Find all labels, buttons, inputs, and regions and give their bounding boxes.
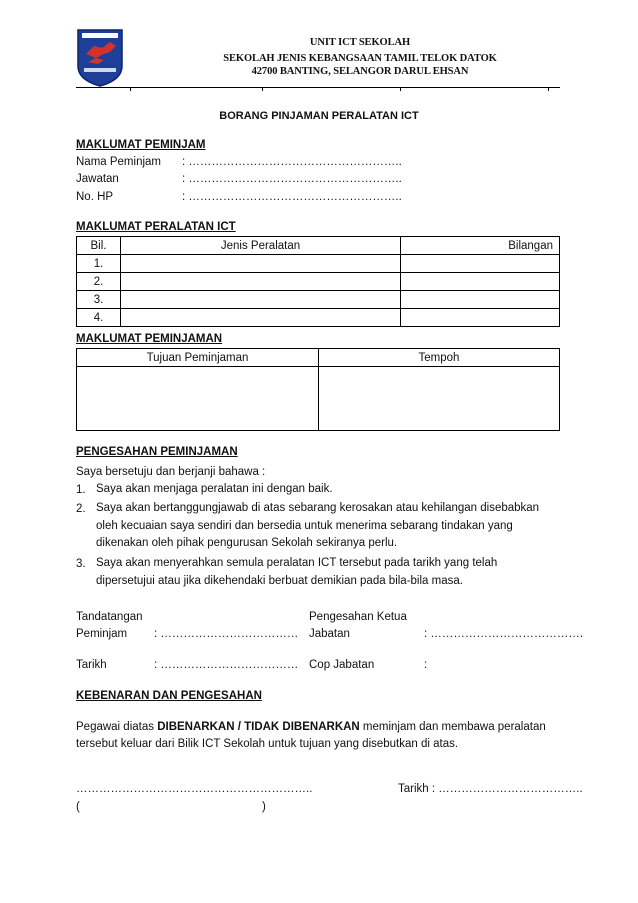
signature-peminjam-field[interactable]: : ……………………………… — [154, 628, 299, 640]
field-nohp[interactable]: : ……………………………………………….. — [182, 191, 402, 203]
pledge-line: dipersetujui atau jika dikehendaki berbuat demikian pada bila-bila masa. — [96, 574, 463, 587]
field-label-nama: Nama Peminjam — [76, 156, 161, 168]
label-jabatan: Jabatan — [309, 628, 350, 640]
section-heading-peminjam: MAKLUMAT PEMINJAM — [76, 139, 206, 151]
label-tarikh: Tarikh — [76, 659, 107, 671]
cell-tujuan[interactable] — [77, 367, 319, 431]
kebenaran-line2: tersebut keluar dari Bilik ICT Sekolah untuk tujuan yang disebutkan di atas. — [76, 738, 459, 750]
table-row — [77, 255, 560, 273]
table-row — [77, 309, 560, 327]
kebenaran-post: meminjam dan membawa peralatan — [359, 721, 546, 733]
pledge-line: Saya akan menyerahkan semula peralatan ICT tersebut pada tarikh yang telah — [96, 557, 498, 569]
section-heading-peminjaman: MAKLUMAT PEMINJAMAN — [76, 333, 223, 345]
pledge-item — [96, 481, 566, 499]
rule-tick — [548, 88, 549, 91]
column-header-jenis: Jenis Peralatan — [121, 237, 401, 255]
table-row — [77, 367, 560, 431]
header-address: 42700 BANTING, SELANGOR DARUL EHSAN — [251, 66, 469, 77]
pledge-line: Saya akan bertanggungjawab di atas sebarang kerosakan atau kehilangan disebabkan — [96, 502, 540, 514]
cell-bilangan[interactable] — [401, 255, 560, 273]
cell-jenis[interactable] — [121, 255, 401, 273]
label-cop-jabatan: Cop Jabatan — [309, 659, 375, 671]
label-pengesahan-ketua: Pengesahan Ketua — [309, 611, 407, 623]
row-number: 3. — [77, 291, 121, 309]
item-number: 3. — [76, 558, 86, 570]
cell-jenis[interactable] — [121, 273, 401, 291]
cell-bilangan[interactable] — [401, 309, 560, 327]
field-jawatan[interactable]: : ……………………………………………….. — [182, 173, 402, 185]
table-row — [77, 291, 560, 309]
approver-signature-field[interactable]: …………………………………………………….. — [76, 783, 313, 795]
loan-table — [76, 348, 560, 431]
column-header-bil: Bil. — [77, 237, 121, 255]
rule-tick — [262, 88, 263, 91]
form-title: BORANG PINJAMAN PERALATAN ICT — [219, 110, 419, 122]
field-label-jawatan: Jawatan — [76, 173, 119, 185]
cell-bilangan[interactable] — [401, 273, 560, 291]
pledge-line: oleh kecuaian saya sendiri dan bersedia untuk menerima sebarang tindakan yang — [96, 519, 513, 532]
table-header-row — [77, 237, 560, 255]
kebenaran-status: DIBENARKAN / TIDAK DIBENARKAN — [157, 721, 360, 733]
cell-jenis[interactable] — [121, 309, 401, 327]
column-header-tempoh: Tempoh — [319, 349, 560, 367]
signature-ketua-field[interactable]: : …………………………………. — [424, 628, 584, 640]
column-header-tujuan: Tujuan Peminjaman — [77, 349, 319, 367]
pengesahan-intro: Saya bersetuju dan berjanji bahawa : — [76, 466, 266, 478]
rule-tick — [400, 88, 401, 91]
name-paren-open: ( — [76, 801, 80, 813]
label-tandatangan: Tandatangan — [76, 611, 143, 623]
header-rule — [76, 87, 560, 88]
tarikh-field[interactable]: : ……………………………… — [154, 659, 299, 671]
rule-tick — [130, 88, 131, 91]
cell-jenis[interactable] — [121, 291, 401, 309]
cell-tempoh[interactable] — [319, 367, 560, 431]
item-number: 2. — [76, 503, 86, 515]
kebenaran-line1 — [76, 719, 546, 736]
cop-jabatan-field[interactable]: : — [424, 659, 428, 671]
cell-bilangan[interactable] — [401, 291, 560, 309]
table-header-row — [77, 349, 560, 367]
field-nama[interactable]: : ……………………………………………….. — [182, 156, 402, 168]
pledge-line: dikenakan oleh pihak pengurusan Sekolah sekiranya perlu. — [96, 537, 398, 549]
kebenaran-pre: Pegawai diatas — [76, 721, 158, 733]
section-heading-pengesahan: PENGESAHAN PEMINJAMAN — [76, 446, 238, 458]
field-label-nohp: No. HP — [76, 191, 114, 203]
label-peminjam: Peminjam — [76, 628, 128, 640]
row-number: 4. — [77, 309, 121, 327]
item-number: 1. — [76, 484, 86, 496]
header-school: SEKOLAH JENIS KEBANGSAAN TAMIL TELOK DATOK — [223, 53, 497, 64]
table-row — [77, 273, 560, 291]
row-number: 1. — [77, 255, 121, 273]
pledge-line: Saya akan menjaga peralatan ini dengan baik. — [96, 483, 333, 495]
section-heading-peralatan: MAKLUMAT PERALATAN ICT — [76, 221, 236, 233]
section-heading-kebenaran: KEBENARAN DAN PENGESAHAN — [76, 690, 262, 702]
pledge-item — [96, 500, 566, 553]
approval-date-field[interactable]: Tarikh : ……………………………….. — [398, 783, 583, 795]
column-header-bilangan: Bilangan — [401, 237, 560, 255]
equipment-table — [76, 236, 560, 327]
pledge-item — [96, 555, 566, 590]
header-unit: UNIT ICT SEKOLAH — [309, 37, 411, 48]
row-number: 2. — [77, 273, 121, 291]
name-paren-close: ) — [262, 801, 266, 813]
